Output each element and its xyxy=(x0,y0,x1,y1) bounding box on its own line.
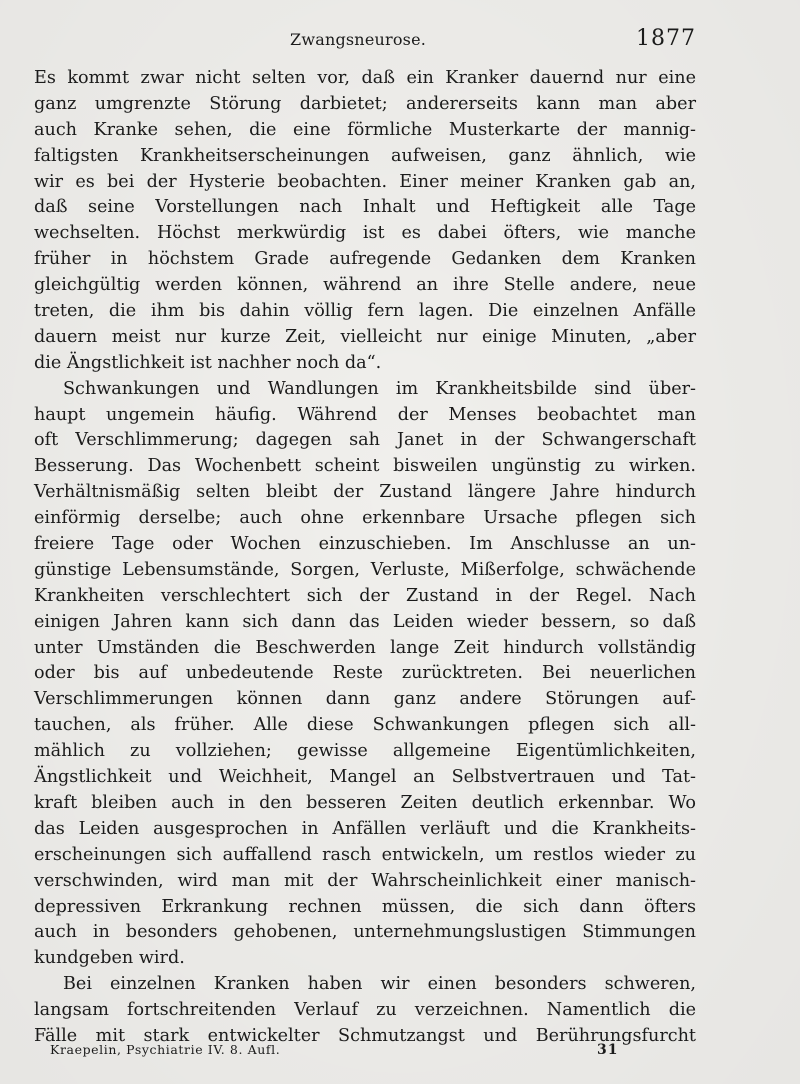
text-line: Bei einzelnen Kranken haben wir einen besonders schweren, xyxy=(63,974,696,995)
text-line: Es kommt zwar nicht selten vor, daß ein Kranker dauernd nur eine xyxy=(34,68,696,88)
text-line: gleichgültig werden können, während an ihre Stelle andere, neue xyxy=(34,275,696,296)
text-line: Verhältnismäßig selten bleibt der Zustand längere Jahre hindurch xyxy=(34,482,696,503)
text-line: haupt ungemein häufig. Während der Menses beobachtet man xyxy=(34,404,696,425)
text-line: früher in höchstem Grade aufregende Gedanken dem Kranken xyxy=(34,249,696,270)
text-line: dauern meist nur kurze Zeit, vielleicht nur einige Minuten, „aber xyxy=(34,326,696,347)
page-header xyxy=(34,26,696,58)
text-line: auch in besonders gehobenen, unternehmungslustigen Stimmungen xyxy=(34,922,696,943)
text-line: auch Kranke sehen, die eine förmliche Musterkarte der mannig- xyxy=(34,119,696,140)
text-line: Fälle mit stark entwickelter Schmutzangst und Berührungsfurcht xyxy=(34,1025,696,1046)
text-line: einigen Jahren kann sich dann das Leiden wieder bessern, so daß xyxy=(34,611,696,632)
text-line: Schwankungen und Wandlungen im Krankheitsbilde sind über- xyxy=(63,378,696,399)
text-line: günstige Lebensumstände, Sorgen, Verluste, Mißerfolge, schwächende xyxy=(34,559,696,580)
text-line: faltigsten Krankheitserscheinungen aufweisen, ganz ähnlich, wie xyxy=(34,145,696,166)
text-line: treten, die ihm bis dahin völlig fern lagen. Die einzelnen Anfälle xyxy=(34,301,696,322)
text-line: depressiven Erkrankung rechnen müssen, die sich dann öfters xyxy=(34,896,696,917)
sheet-signature: 31 xyxy=(597,1042,619,1058)
text-line: freiere Tage oder Wochen einzuschieben. Im Anschlusse an un- xyxy=(34,534,696,555)
text-line: tauchen, als früher. Alle diese Schwankungen pflegen sich all- xyxy=(34,715,696,736)
text-line: kundgeben wird. xyxy=(34,948,185,969)
page-number: 1877 xyxy=(636,26,696,51)
text-line: das Leiden ausgesprochen in Anfällen verläuft und die Krankheits- xyxy=(34,818,696,839)
running-title: Zwangsneurose. xyxy=(290,30,427,49)
text-line: Verschlimmerungen können dann ganz andere Störungen auf- xyxy=(34,689,696,710)
text-line: Besserung. Das Wochenbett scheint bisweilen ungünstig zu wirken. xyxy=(34,456,696,477)
text-line: unter Umständen die Beschwerden lange Zeit hindurch vollständig xyxy=(34,637,696,658)
source-note: Kraepelin, Psychiatrie IV. 8. Aufl. xyxy=(50,1042,281,1057)
text-line: ganz umgrenzte Störung darbietet; andererseits kann man aber xyxy=(34,93,696,114)
text-line: Ängstlichkeit und Weichheit, Mangel an Selbstvertrauen und Tat- xyxy=(34,767,696,788)
text-line: die Ängstlichkeit ist nachher noch da“. xyxy=(34,352,382,373)
text-line: einförmig derselbe; auch ohne erkennbare Ursache pflegen sich xyxy=(34,508,696,529)
body-text xyxy=(34,66,696,1050)
page-footer xyxy=(50,1042,650,1064)
text-line: Krankheiten verschlechtert sich der Zustand in der Regel. Nach xyxy=(34,585,696,606)
text-line: kraft bleiben auch in den besseren Zeiten deutlich erkennbar. Wo xyxy=(34,792,696,813)
text-line: langsam fortschreitenden Verlauf zu verzeichnen. Namentlich die xyxy=(34,1000,696,1021)
text-line: oder bis auf unbedeutende Reste zurücktreten. Bei neuerlichen xyxy=(34,663,696,684)
text-line: oft Verschlimmerung; dagegen sah Janet in der Schwangerschaft xyxy=(34,430,696,451)
text-line: verschwinden, wird man mit der Wahrscheinlichkeit einer manisch- xyxy=(34,870,696,891)
text-line: erscheinungen sich auffallend rasch entwickeln, um restlos wieder zu xyxy=(34,844,696,865)
text-line: wechselten. Höchst merkwürdig ist es dabei öfters, wie manche xyxy=(34,223,696,244)
text-line: mählich zu vollziehen; gewisse allgemeine Eigentümlichkeiten, xyxy=(34,741,696,762)
text-line: wir es bei der Hysterie beobachten. Einer meiner Kranken gab an, xyxy=(34,171,696,192)
text-line: daß seine Vorstellungen nach Inhalt und Heftigkeit alle Tage xyxy=(34,197,696,218)
